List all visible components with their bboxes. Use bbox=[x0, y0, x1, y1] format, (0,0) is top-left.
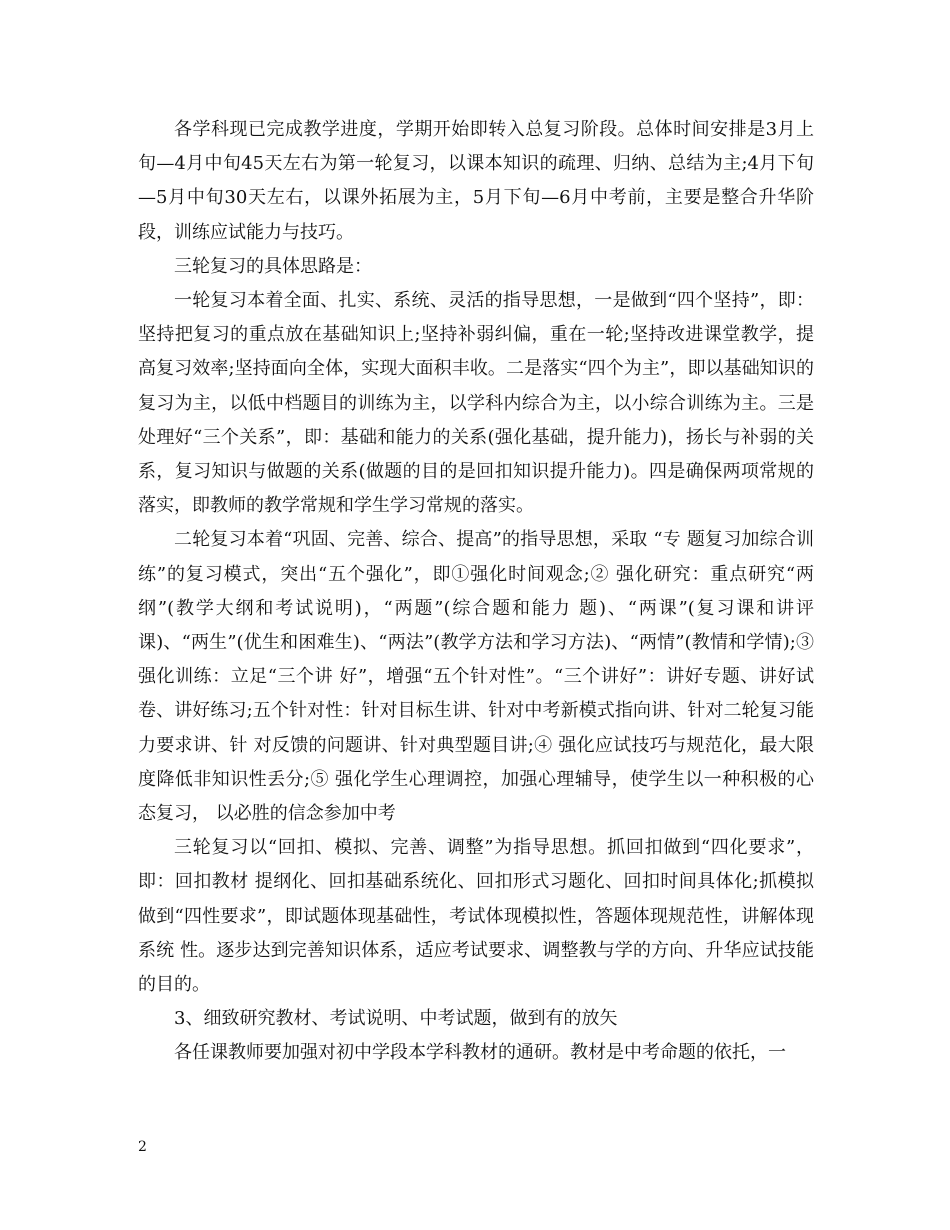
paragraph-textbook-study: 各任课教师要加强对初中学段本学科教材的通研。教材是中考命题的依托，一 bbox=[174, 1042, 786, 1064]
paragraph-review-intro: 三轮复习的具体思路是： bbox=[174, 255, 372, 277]
paragraph-first-round: 一轮复习本着全面、扎实、系统、灵活的指导思想，一是做到“四个坚持”，即：坚持把复习的重点放在基础知识上;坚持补弱纠偏，重在一轮;坚持改进课堂教学，提高复习效率;坚持面向全体，实现大面积丰收。二是落实“四个为主”，即以基础知识的复习为主，以低中档题目的训练为主，以学科内综合为主，以小综合训练为主。三是处理好“三个关系”，即：基础和能力的关系(强化基础，提升能力)，扬长与补弱的关系，复习知识与做题的关系(做题的目的是回扣知识提升能力)。四是确保两项常规的落实，即教师的教学常规和学生学习常规的落实。 bbox=[138, 290, 814, 517]
section-heading: 3、细致研究教材、考试说明、中考试题，做到有的放矢 bbox=[174, 1008, 618, 1030]
document-body bbox=[138, 113, 814, 1071]
paragraph-schedule: 各学科现已完成教学进度，学期开始即转入总复习阶段。总体时间安排是3月上旬—4月中旬45天左右为第一轮复习，以课本知识的疏理、归纳、总结为主;4月下旬—5月中旬30天左右，以课外拓展为主，5月下旬—6月中考前，主要是整合升华阶段，训练应试能力与技巧。 bbox=[138, 119, 814, 243]
paragraph-third-round: 三轮复习以“回扣、模拟、完善、调整”为指导思想。抓回扣做到“四化要求”，即：回扣教材 提纲化、回扣基础系统化、回扣形式习题化、回扣时间具体化;抓模拟做到“四性要求”，即试题体现基础性，考试体现模拟性，答题体现规范性，讲解体现系统 性。逐步达到完善知识体系，适应考试要求、调整教与学的方向、升华应试技能的目的。 bbox=[138, 837, 814, 996]
paragraph-second-round: 二轮复习本着“巩固、完善、综合、提高”的指导思想，采取 “专 题复习加综合训练”的复习模式，突出“五个强化”，即①强化时间观念;② 强化研究：重点研究“两纲”(教学大纲和考试说明)，“两题”(综合题和能力 题)、“两课”(复习课和讲评课)、“两生”(优生和困难生)、“两法”(教学方法和学习方法)、“两情”(教情和学情);③ 强化训练：立足“三个讲 好”，增强“五个针对性”。“三个讲好”：讲好专题、讲好试卷、讲好练习;五个针对性：针对目标生讲、针对中考新模式指向讲、针对二轮复习能力要求讲、针 对反馈的问题讲、针对典型题目讲;④ 强化应试技巧与规范化，最大限度降低非知识性丢分;⑤ 强化学生心理调控，加强心理辅导，使学生以一种积极的心态复习， 以必胜的信念参加中考 bbox=[138, 529, 814, 825]
page-number: 2 bbox=[138, 1139, 147, 1155]
